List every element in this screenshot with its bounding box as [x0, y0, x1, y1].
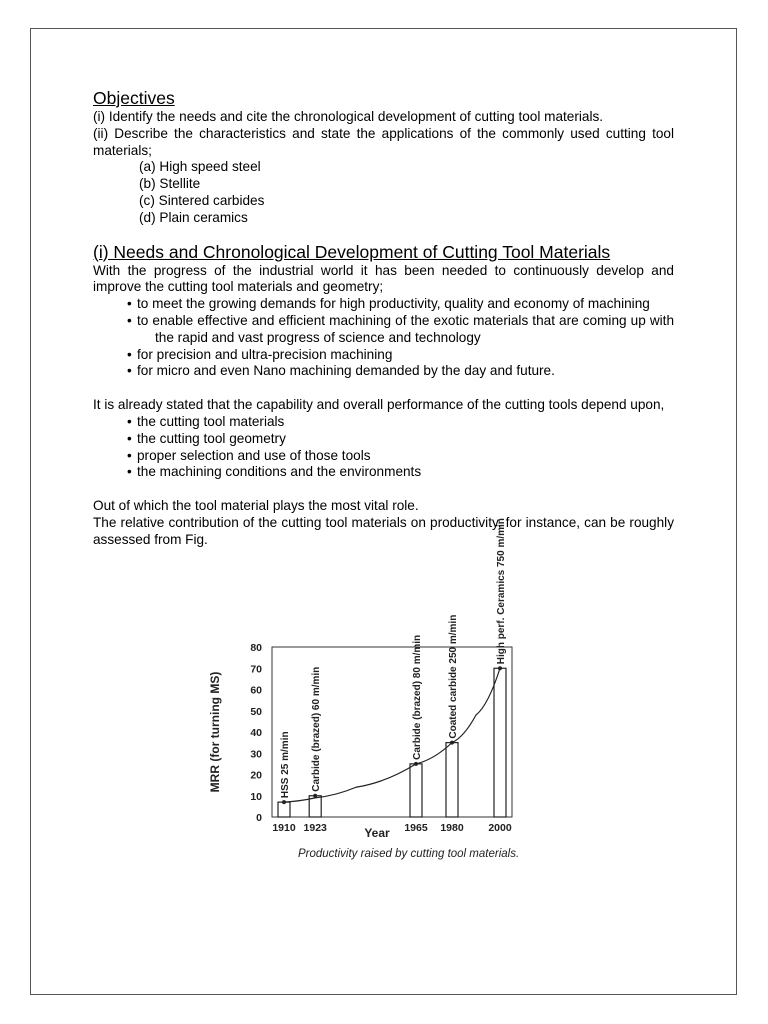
objectives-heading: Objectives: [93, 88, 175, 108]
bullet-icon: •: [127, 430, 132, 446]
figure-caption: Productivity raised by cutting tool materials.: [298, 848, 520, 860]
objective-sublist: [93, 159, 674, 226]
bullet-icon: •: [127, 464, 132, 480]
plot-frame: [272, 647, 512, 817]
x-tick-label: 1923: [303, 822, 327, 834]
document-body: [93, 88, 674, 549]
y-tick-label: 40: [250, 727, 262, 739]
y-axis-label: MRR (for turning MS): [208, 671, 222, 793]
bullet-icon: •: [127, 296, 132, 312]
x-tick-label: 1910: [272, 822, 296, 834]
bar: [494, 668, 506, 817]
section-heading: (i) Needs and Chronological Development of Cutting Tool Materials: [93, 241, 611, 262]
bar-label: Carbide (brazed) 80 m/min: [412, 634, 423, 760]
y-tick-label: 10: [250, 790, 262, 803]
factors-list: [93, 414, 674, 481]
list-item: • to enable effective and efficient machining of the exotic materials that are coming up with the rapid and vast progress of science and technology: [127, 312, 674, 345]
x-tick-label: 1965: [404, 822, 428, 834]
x-axis-label: Year: [364, 826, 390, 840]
list-item: • for precision and ultra-precision machining: [127, 346, 393, 362]
y-tick-label: 80: [250, 642, 262, 654]
list-item: • the cutting tool materials: [127, 413, 285, 429]
objective-item: (i) Identify the needs and cite the chronological development of cutting tool materials.: [93, 109, 604, 124]
list-item: • to meet the growing demands for high productivity, quality and economy of machining: [127, 296, 650, 312]
y-tick-label: 30: [250, 748, 262, 761]
objective-item: (ii) Describe the characteristics and state the applications of the commonly used cutting tool materials;: [93, 125, 674, 158]
bullet-icon: •: [127, 413, 132, 429]
list-item: (a) High speed steel: [139, 159, 261, 175]
bar-label: High perf. Ceramics 750 m/min: [496, 518, 507, 665]
bar-label: Coated carbide 250 m/min: [448, 614, 459, 739]
y-tick-label: 70: [250, 663, 262, 676]
bullet-icon: •: [127, 447, 132, 463]
paragraph: It is already stated that the capability and overall performance of the cutting tools depend upon,: [93, 397, 665, 413]
list-item: (d) Plain ceramics: [139, 209, 248, 225]
y-tick-label: 20: [250, 769, 262, 782]
list-item: (b) Stellite: [139, 176, 201, 192]
y-tick-label: 0: [256, 812, 262, 824]
bar: [278, 802, 290, 817]
bullet-icon: •: [127, 312, 132, 328]
needs-list: [93, 296, 674, 380]
bar-label: Carbide (brazed) 60 m/min: [311, 666, 323, 792]
bar-label: HSS 25 m/min: [280, 731, 291, 799]
paragraph: The relative contribution of the cutting tool materials on productivity, for instance, can be roughly assessed from Fig.: [93, 514, 674, 547]
intro-paragraph: With the progress of the industrial world it has been needed to continuously develop and improve the cutting tool materials and geometry;: [93, 262, 674, 295]
y-tick-label: 60: [250, 684, 262, 697]
bullet-icon: •: [127, 346, 132, 362]
y-tick-label: 50: [250, 705, 262, 718]
paragraph: Out of which the tool material plays the most vital role.: [93, 498, 419, 514]
x-tick-label: 2000: [488, 822, 512, 834]
list-item: • proper selection and use of those tools: [127, 447, 371, 463]
list-item: (c) Sintered carbides: [139, 192, 265, 208]
bullet-icon: •: [127, 363, 132, 379]
list-item: • the cutting tool geometry: [127, 430, 286, 446]
bar: [446, 743, 458, 817]
list-item: • the machining conditions and the environments: [127, 464, 422, 480]
bar: [410, 764, 422, 817]
x-tick-label: 1980: [440, 822, 464, 834]
list-item: • for micro and even Nano machining demanded by the day and future.: [127, 363, 555, 379]
